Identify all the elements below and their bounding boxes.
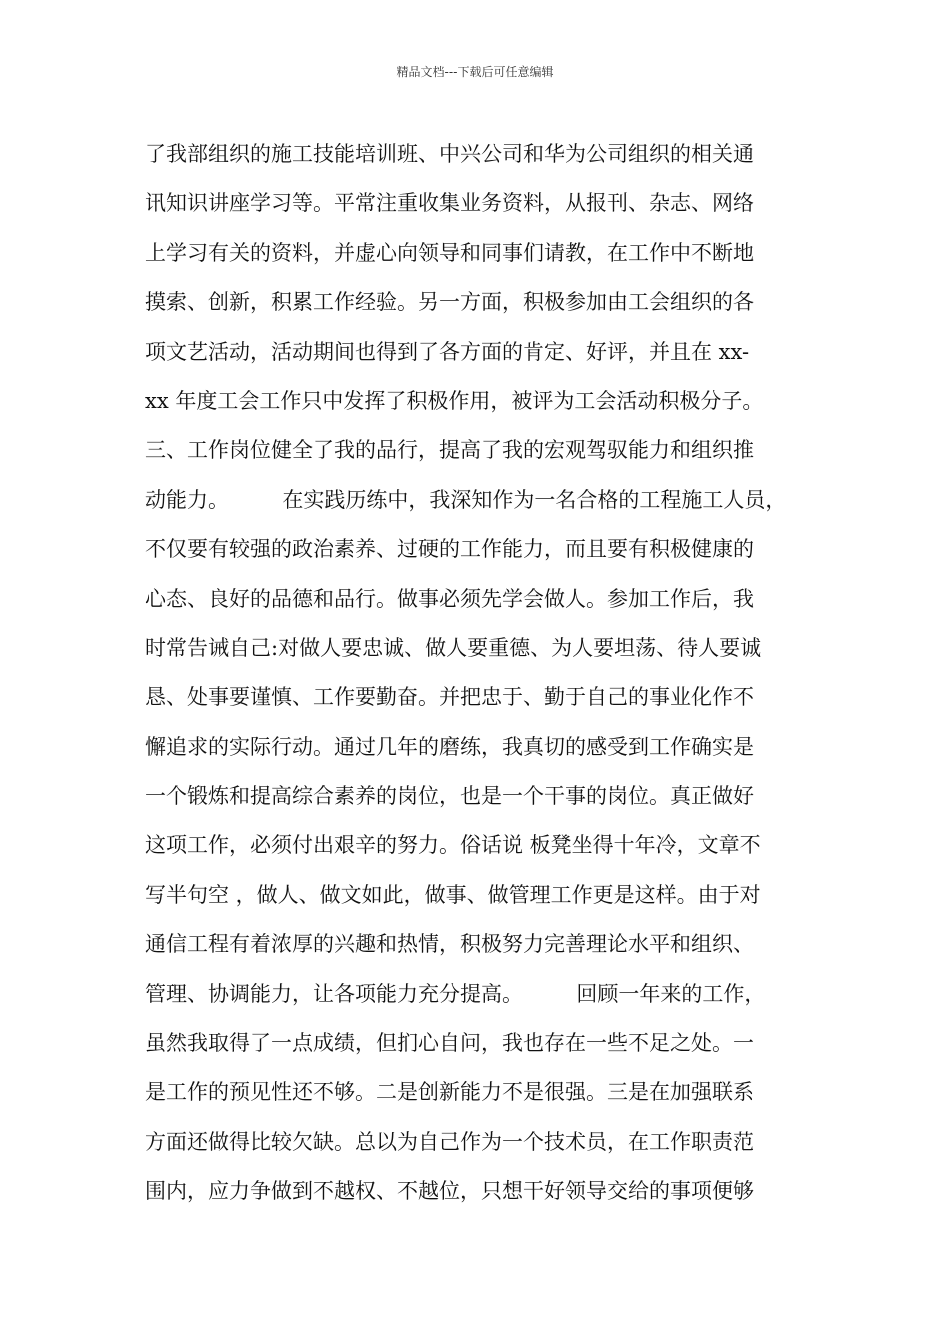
text-line: 管理、协调能力，让各项能力充分提高。 回顾一年来的工作， (145, 981, 766, 1006)
text-line: 懈追求的实际行动。通过几年的磨练，我真切的感受到工作确实是 (145, 734, 754, 759)
text-line: 恳、处事要谨慎、工作要勤奋。并把忠于、勤于自己的事业化作不 (145, 685, 754, 710)
text-line: 上学习有关的资料，并虚心向领导和同事们请教，在工作中不断地 (145, 240, 754, 265)
text-line: 是工作的预见性还不够。二是创新能力不是很强。三是在加强联系 (145, 1080, 754, 1105)
text-line: 摸索、创新，积累工作经验。另一方面，积极参加由工会组织的各 (145, 290, 754, 315)
text-line: 方面还做得比较欠缺。总以为自己作为一个技术员，在工作职责范 (145, 1129, 754, 1154)
text-line: 讯知识讲座学习等。平常注重收集业务资料，从报刊、杂志、网络 (145, 191, 754, 216)
text-line: 动能力。 在实践历练中，我深知作为一名合格的工程施工人员， (145, 487, 787, 512)
text-line: 虽然我取得了一点成绩，但扪心自问，我也存在一些不足之处。一 (145, 1031, 754, 1056)
text-line: 项文艺活动，活动期间也得到了各方面的肯定、好评，并且在 xx- (145, 339, 750, 364)
text-line: 写半句空 ，做人、做文如此，做事、做管理工作更是这样。由于对 (145, 882, 761, 907)
text-line: 时常告诫自己:对做人要忠诚、做人要重德、为人要坦荡、待人要诚 (145, 635, 762, 660)
text-line: 心态、良好的品德和品行。做事必须先学会做人。参加工作后，我 (145, 586, 754, 611)
page-header: 精品文档---下载后可任意编辑 (396, 65, 554, 79)
text-line: 了我部组织的施工技能培训班、中兴公司和华为公司组织的相关通 (145, 142, 754, 166)
body-text (145, 130, 825, 1217)
text-line: 通信工程有着浓厚的兴趣和热情，积极努力完善理论水平和组织、 (145, 932, 754, 957)
text-line: 围内，应力争做到不越权、不越位，只想干好领导交给的事项便够 (145, 1179, 754, 1204)
text-line: 三、工作岗位健全了我的品行，提高了我的宏观驾驭能力和组织推 (145, 438, 754, 463)
text-line: xx 年度工会工作只中发挥了积极作用，被评为工会活动积极分子。 (145, 388, 764, 413)
text-line: 一个锻炼和提高综合素养的岗位，也是一个干事的岗位。真正做好 (145, 784, 754, 809)
text-line: 不仅要有较强的政治素养、过硬的工作能力，而且要有积极健康的 (145, 537, 754, 562)
text-line: 这项工作，必须付出艰辛的努力。俗话说 板凳坐得十年冷，文章不 (145, 833, 761, 858)
